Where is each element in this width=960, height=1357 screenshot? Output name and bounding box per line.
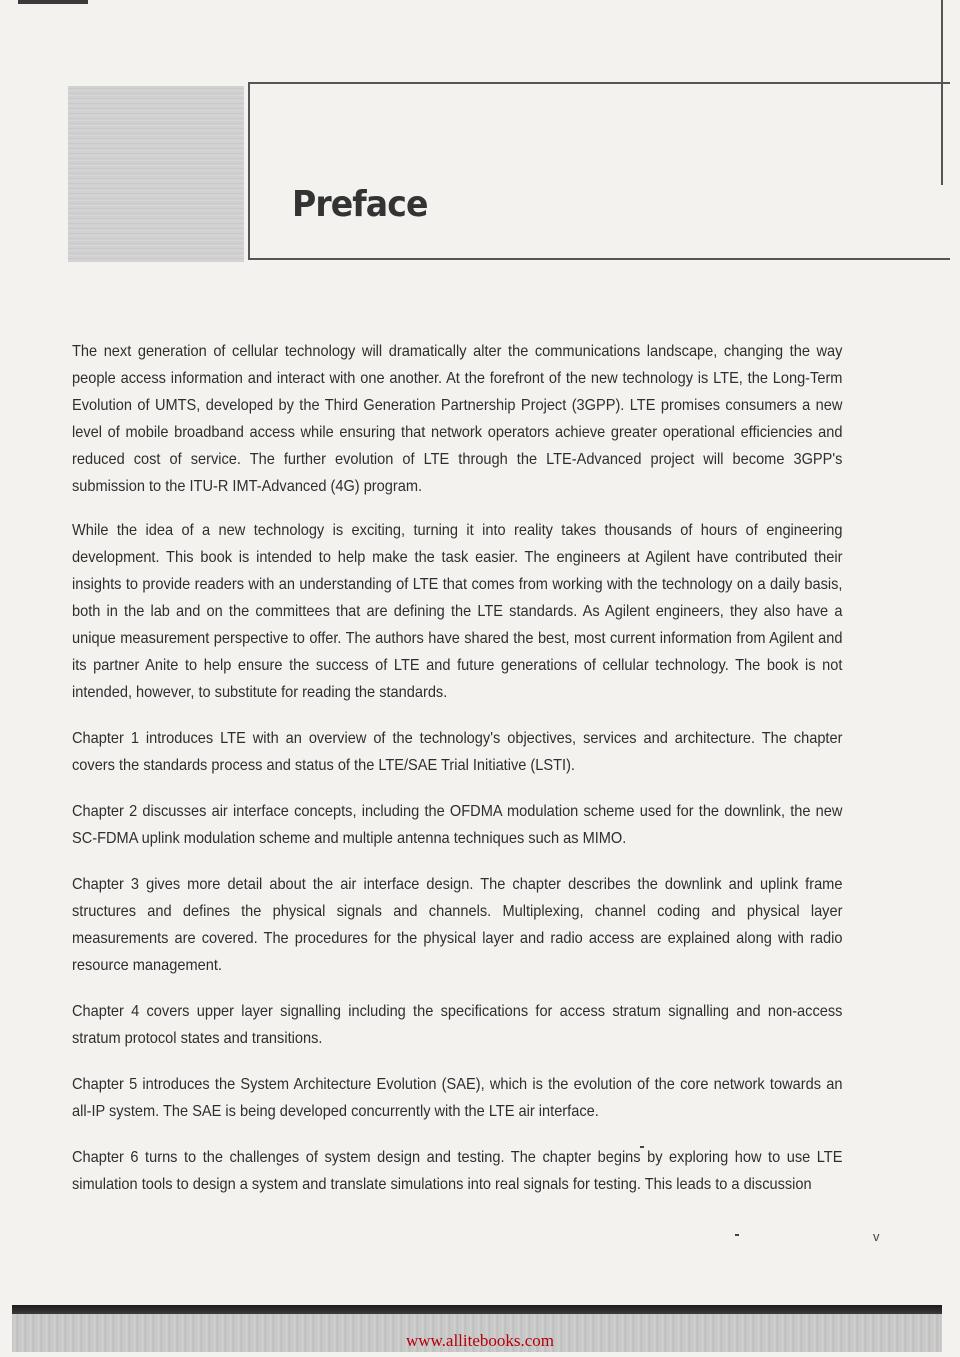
paragraph: Chapter 3 gives more detail about the air interface design. The chapter describes the downlink and uplink frame structures and defines the physical signals and channels. Multiplexing, channel coding and physical layer measurements are covered. The procedures for the physical layer and radio access are explained along with radio resource management. (72, 876, 843, 974)
bottom-band (12, 1305, 942, 1314)
scan-speck (735, 1234, 739, 1236)
header-grey-block (68, 86, 244, 262)
header-frame (248, 82, 950, 260)
footer-link[interactable]: www.allitebooks.com (405, 1331, 555, 1350)
body-text (72, 338, 842, 1217)
page-number: v (873, 1229, 880, 1244)
page-title: Preface (292, 184, 428, 225)
paragraph: Chapter 1 introduces LTE with an overview of the technology's objectives, services and architecture. The chapter covers the standards process and status of the LTE/SAE Trial Initiative (LSTI). (72, 730, 843, 774)
scan-edge (18, 0, 88, 4)
scan-speck (640, 1146, 644, 1148)
paragraph: While the idea of a new technology is exciting, turning it into reality takes thousands of hours of engineering development. This book is intended to help make the task easier. The engineers at Agilent have contributed their insights to provide readers with an understanding of LTE that comes from working with the technology on a daily basis, both in the lab and on the committees that are defining the LTE standards. As Agilent engineers, they also have a unique measurement perspective to offer. The authors have shared the best, most current information from Agilent and its partner Anite to help ensure the success of LTE and future generations of cellular technology. The book is not intended, however, to substitute for reading the standards. (72, 522, 843, 701)
paragraph: Chapter 2 discusses air interface concepts, including the OFDMA modulation scheme used for the downlink, the new SC-FDMA uplink modulation scheme and multiple antenna techniques such as MIMO. (72, 803, 843, 847)
paragraph: Chapter 4 covers upper layer signalling including the specifications for access stratum signalling and non-access stratum protocol states and transitions. (72, 1003, 843, 1047)
paragraph: Chapter 6 turns to the challenges of system design and testing. The chapter begins by exploring how to use LTE simulation tools to design a system and translate simulations into real signals for testing. This leads to a discussion (72, 1149, 843, 1193)
paragraph: The next generation of cellular technology will dramatically alter the communications landscape, changing the way people access information and interact with one another. At the forefront of the new technology is LTE, the Long-Term Evolution of UMTS, developed by the Third Generation Partnership Project (3GPP). LTE promises consumers a new level of mobile broadband access while ensuring that network operators achieve greater operational efficiencies and reduced cost of service. The further evolution of LTE through the LTE-Advanced project will become 3GPP's submission to the ITU-R IMT-Advanced (4G) program. (72, 343, 843, 495)
paragraph: Chapter 5 introduces the System Architecture Evolution (SAE), which is the evolution of the core network towards an all-IP system. The SAE is being developed concurrently with the LTE air interface. (72, 1076, 843, 1120)
